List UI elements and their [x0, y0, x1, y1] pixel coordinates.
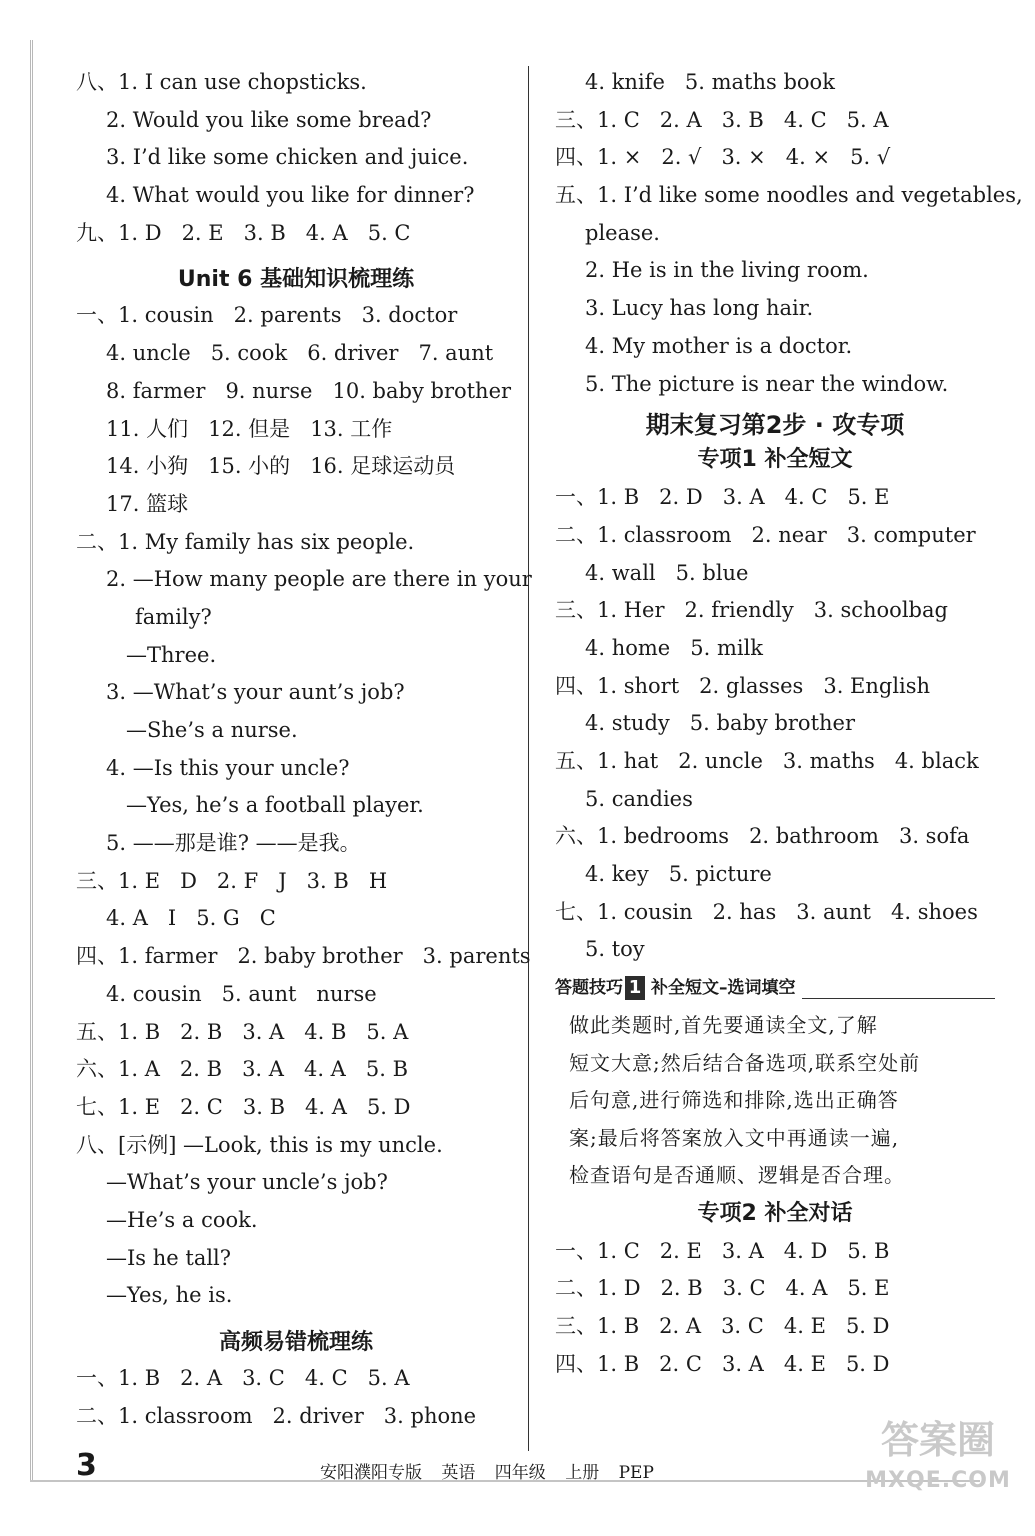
answer-line: 九、1. D 2. E 3. B 4. A 5. C: [76, 220, 411, 245]
tip-badge: 1: [625, 976, 645, 1000]
answer-line: —Is he tall?: [106, 1245, 232, 1270]
page-border-left: [30, 40, 43, 1480]
answer-line: 五、1. hat 2. uncle 3. maths 4. black: [555, 749, 979, 773]
answer-line: 4. uncle 5. cook 6. driver 7. aunt: [106, 341, 494, 366]
tip-title: 补全短文–选词填空: [651, 978, 796, 999]
answer-line: 二、1. My family has six people.: [76, 529, 415, 554]
tip-label: 答题技巧: [555, 978, 623, 999]
answer-line: 四、1. × 2. √ 3. × 4. × 5. √: [555, 145, 891, 170]
answer-line: 4. cousin 5. aunt nurse: [106, 981, 377, 1006]
answer-line: 七、1. cousin 2. has 3. aunt 4. shoes: [555, 899, 978, 924]
answer-line: 二、1. classroom 2. driver 3. phone: [76, 1403, 477, 1428]
tip-header: [555, 969, 995, 1007]
answer-line: 四、1. B 2. C 3. A 4. E 5. D: [555, 1351, 890, 1376]
answer-line: 5. candies: [585, 786, 693, 811]
answer-line: 五、1. B 2. B 3. A 4. B 5. A: [76, 1019, 409, 1044]
tip-line: 后句意,进行筛选和排除,选出正确答: [569, 1088, 899, 1113]
answer-line: 3. Lucy has long hair.: [585, 296, 814, 321]
answer-line: 六、1. A 2. B 3. A 4. A 5. B: [76, 1057, 409, 1082]
tip-line: 检查语句是否通顺、逻辑是否合理。: [569, 1163, 905, 1188]
answer-line: 八、1. I can use chopsticks.: [76, 70, 367, 94]
answer-line: 二、1. classroom 2. near 3. computer: [555, 522, 976, 547]
answer-line: 四、1. short 2. glasses 3. English: [555, 673, 931, 698]
answer-line: 三、1. Her 2. friendly 3. schoolbag: [555, 598, 948, 623]
answer-line: 八、[示例] —Look, this is my uncle.: [76, 1132, 443, 1157]
section-heading: 高频易错梳理练: [218, 1330, 373, 1355]
answer-line: 17. 篮球: [106, 491, 189, 516]
answer-line: 14. 小狗 15. 小的 16. 足球运动员: [106, 454, 456, 479]
answer-line: 5. The picture is near the window.: [585, 371, 949, 396]
answer-line: —Yes, he is.: [106, 1283, 233, 1308]
answer-line: 一、1. B 2. A 3. C 4. C 5. A: [76, 1366, 410, 1390]
answer-line: 4. key 5. picture: [585, 862, 772, 887]
answer-line: 3. I’d like some chicken and juice.: [106, 145, 469, 170]
answer-line: 七、1. E 2. C 3. B 4. A 5. D: [76, 1094, 411, 1119]
answer-line: 2. He is in the living room.: [585, 258, 869, 283]
answer-line: 2. —How many people are there in your: [106, 567, 532, 592]
subsection-heading: 专项2 补全对话: [697, 1200, 853, 1226]
answer-line: 4. A I 5. G C: [106, 906, 276, 931]
tip-line: 短文大意;然后结合备选项,联系空处前: [569, 1050, 921, 1075]
answer-line: 二、1. D 2. B 3. C 4. A 5. E: [555, 1276, 890, 1301]
answer-line: 5. ——那是谁? ——是我。: [106, 831, 361, 856]
answer-line: 三、1. B 2. A 3. C 4. E 5. D: [555, 1314, 890, 1338]
answer-line: 五、1. I’d like some noodles and vegetables,: [555, 183, 1023, 208]
answer-line: 11. 人们 12. 但是 13. 工作: [106, 416, 393, 441]
watermark-top: 答案圈: [880, 1418, 995, 1462]
answer-line: —She’s a nurse.: [106, 718, 298, 742]
answer-line: —What’s your uncle’s job?: [106, 1170, 388, 1195]
section-heading: 期末复习第2步 · 攻专项: [645, 411, 905, 440]
page-number: 3: [76, 1448, 97, 1483]
section-heading: Unit 6 基础知识梳理练: [177, 267, 415, 293]
right-column: [555, 64, 1023, 1383]
column-divider: [528, 66, 529, 1451]
subsection-heading: 专项1 补全短文: [697, 447, 853, 473]
answer-line: —Three.: [106, 642, 217, 667]
answer-line: 4. home 5. milk: [585, 635, 764, 660]
watermark-bottom: MXQE.COM: [865, 1468, 1011, 1493]
answer-line: —He’s a cook.: [106, 1207, 258, 1232]
tip-line: 案;最后将答案放入文中再通读一遍,: [569, 1125, 900, 1150]
answer-line: 8. farmer 9. nurse 10. baby brother: [106, 378, 512, 403]
answer-line: 5. toy: [585, 937, 645, 962]
answer-line: 4. —Is this your uncle?: [106, 755, 350, 780]
answer-line: 3. —What’s your aunt’s job?: [106, 680, 405, 705]
answer-line: 4. What would you like for dinner?: [106, 183, 475, 208]
answer-line: 三、1. E D 2. F J 3. B H: [76, 868, 388, 893]
tip-line: 做此类题时,首先要通读全文,了解: [569, 1013, 878, 1038]
answer-line: 六、1. bedrooms 2. bathroom 3. sofa: [555, 824, 970, 849]
answer-line: 4. wall 5. blue: [585, 560, 749, 585]
answer-line: please.: [585, 220, 660, 245]
answer-line: 4. knife 5. maths book: [585, 70, 835, 94]
answer-line: 4. My mother is a doctor.: [585, 333, 853, 358]
answer-line: 四、1. farmer 2. baby brother 3. parents: [76, 944, 531, 969]
tip-text: [555, 1007, 995, 1195]
watermark-logo: [858, 1412, 1018, 1522]
answer-line: 一、1. B 2. D 3. A 4. C 5. E: [555, 485, 890, 510]
answer-line: 4. study 5. baby brother: [585, 711, 855, 736]
answer-line: 2. Would you like some bread?: [106, 107, 432, 132]
answer-line: family?: [135, 604, 212, 629]
answer-line: 三、1. C 2. A 3. B 4. C 5. A: [555, 107, 889, 132]
answer-line: —Yes, he’s a football player.: [106, 793, 424, 818]
left-column: [76, 64, 532, 1435]
answer-line: 一、1. cousin 2. parents 3. doctor: [76, 303, 458, 328]
answer-line: 一、1. C 2. E 3. A 4. D 5. B: [555, 1238, 890, 1263]
footer-text: 安阳濮阳专版 英语 四年级 上册 PEP: [320, 1463, 654, 1483]
tip-rule: [802, 998, 996, 999]
